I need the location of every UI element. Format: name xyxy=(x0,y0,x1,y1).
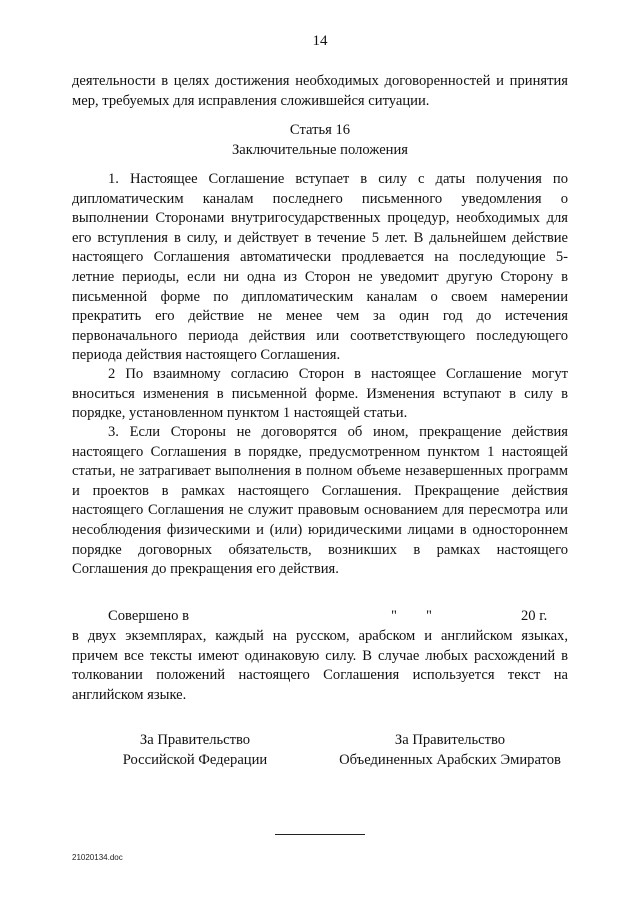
date-quote-close: " xyxy=(426,608,432,624)
done-label: Совершено в xyxy=(108,608,189,624)
paragraph-1: 1. Настоящее Соглашение вступает в силу с даты получения по дипломатическим каналам последнего письменного уведомления о выполнении Сторонами внутригосударственных процедур, необходимых для его вступления в силу, и действует в течение 5 лет. В дальнейшем действие настоящего Соглашения автоматически продлевается на последующие 5-летние периоды, если ни одна из Сторон не уведомит другую Сторону в письменной форме по дипломатическим каналам о своем намерении прекратить его действие не менее чем за один год до истечения первоначального периода действия или соответствующего последующего периода действия настоящего Соглашения. xyxy=(72,171,568,364)
done-line xyxy=(108,607,568,627)
signature-block-russia xyxy=(100,731,290,770)
article-number: Статья 16 xyxy=(289,122,351,138)
end-separator-line xyxy=(275,834,365,835)
intro-paragraph: деятельности в целях достижения необходимых договоренностей и принятия мер, требуемых для исправления сложившейся ситуации. xyxy=(72,73,568,109)
article-title: Заключительные положения xyxy=(231,142,409,158)
signature-right-line2: Объединенных Арабских Эмиратов xyxy=(339,751,561,768)
done-year: 20 г. xyxy=(521,608,548,624)
paragraph-2: 2 По взаимному согласию Сторон в настоящее Соглашение могут вноситься изменения в письменной форме. Изменения вступают в силу в порядке, установленном пунктом 1 настоящей статьи. xyxy=(72,366,568,422)
footer-filename: 21020134.doc xyxy=(72,853,123,862)
date-quote-open: " xyxy=(391,608,397,624)
signature-block-uae xyxy=(326,731,574,770)
page-number: 14 xyxy=(312,33,328,49)
signature-right-line1: За Правительство xyxy=(394,732,506,748)
closing-paragraph: в двух экземплярах, каждый на русском, арабском и английском языках, причем все тексты имеют одинаковую силу. В случае любых расхождений в толковании положений настоящего Соглашения используется текст на английском языке. xyxy=(72,628,568,703)
paragraph-3: 3. Если Стороны не договорятся об ином, прекращение действия настоящего Соглашения в порядке, предусмотренном пунктом 1 настоящей статьи, не затрагивает выполнения в полном объеме незавершенных программ и проектов в рамках настоящего Соглашения. Прекращение действия настоящего Соглашения не служит правовым основанием для пересмотра или несоблюдения физическими и (или) юридическими лицами в одностороннем порядке договорных обязательств, возникших в рамках настоящего Соглашения до прекращения его действия. xyxy=(72,424,568,578)
signature-left-line2: Российской Федерации xyxy=(122,751,268,768)
signature-left-line1: За Правительство xyxy=(139,732,251,748)
